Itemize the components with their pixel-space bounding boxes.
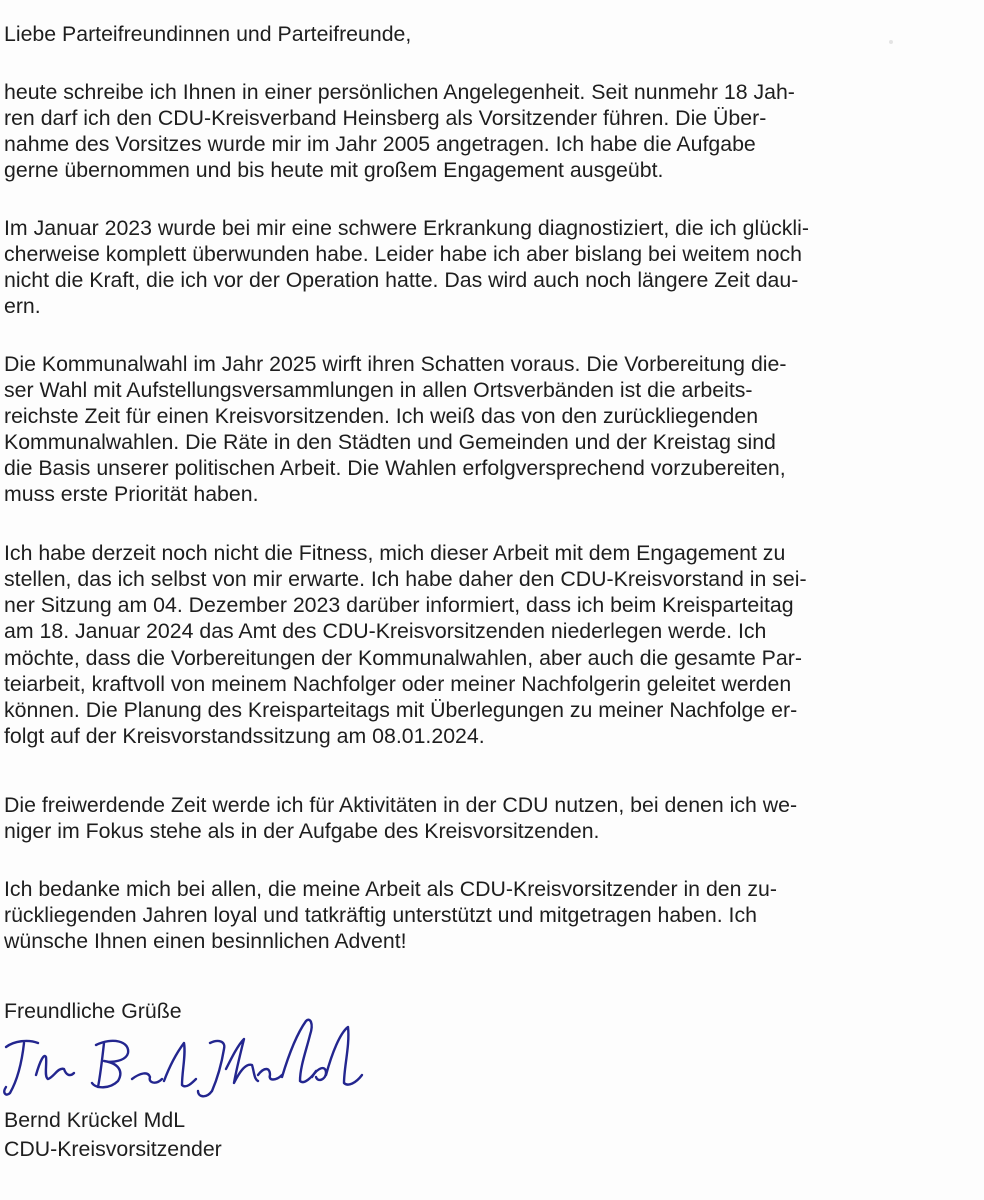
paragraph-4-line-1: Ich habe derzeit noch nicht die Fitness, mich dieser Arbeit mit dem Engagement zu: [4, 541, 786, 565]
paragraph-3-line-6: muss erste Priorität haben.: [4, 482, 259, 506]
paragraph-1-line-3: nahme des Vorsitzes wurde mir im Jahr 2005 angetragen. Ich habe die Aufgabe: [4, 132, 756, 156]
paragraph-4-line-3: ner Sitzung am 04. Dezember 2023 darüber informiert, dass ich beim Kreisparteitag: [4, 593, 794, 617]
closing: Freundliche Grüße: [4, 999, 182, 1023]
handwritten-signature: [0, 1005, 370, 1105]
paragraph-4-line-7: können. Die Planung des Kreisparteitags mit Überlegungen zu meiner Nachfolge er-: [4, 698, 798, 722]
paragraph-3-line-1: Die Kommunalwahl im Jahr 2025 wirft ihren Schatten voraus. Die Vorbereitung die-: [4, 352, 787, 376]
paragraph-3-line-5: die Basis unserer politischen Arbeit. Die Wahlen erfolgversprechend vorzubereiten,: [4, 456, 786, 480]
paragraph-1-line-4: gerne übernommen und bis heute mit großem Engagement ausgeübt.: [4, 158, 664, 182]
signer-name: Bernd Krückel MdL: [4, 1108, 186, 1132]
signer-title: CDU-Kreisvorsitzender: [4, 1137, 222, 1161]
paragraph-2-line-3: nicht die Kraft, die ich vor der Operation hatte. Das wird auch noch längere Zeit dau-: [4, 268, 799, 292]
paragraph-4-line-6: teiarbeit, kraftvoll von meinem Nachfolger oder meiner Nachfolgerin geleitet werden: [4, 672, 792, 696]
paragraph-1-line-1: heute schreibe ich Ihnen in einer persönlichen Angelegenheit. Seit nunmehr 18 Jah-: [4, 80, 795, 104]
paragraph-2-line-1: Im Januar 2023 wurde bei mir eine schwere Erkrankung diagnostiziert, die ich glückli-: [4, 216, 809, 240]
paper-speck: [889, 40, 893, 44]
paragraph-4-line-5: möchte, dass die Vorbereitungen der Kommunalwahlen, aber auch die gesamte Par-: [4, 646, 802, 670]
salutation: Liebe Parteifreundinnen und Parteifreunde,: [4, 22, 412, 46]
paragraph-1-line-2: ren darf ich den CDU-Kreisverband Heinsberg als Vorsitzender führen. Die Über-: [4, 106, 767, 130]
paragraph-6-line-1: Ich bedanke mich bei allen, die meine Arbeit als CDU-Kreisvorsitzender in den zu-: [4, 877, 777, 901]
paragraph-5-line-1: Die freiwerdende Zeit werde ich für Aktivitäten in der CDU nutzen, bei denen ich we-: [4, 793, 798, 817]
paragraph-3-line-4: Kommunalwahlen. Die Räte in den Städten und Gemeinden und der Kreistag sind: [4, 430, 776, 454]
paragraph-4-line-8: folgt auf der Kreisvorstandssitzung am 08.01.2024.: [4, 724, 485, 748]
paragraph-3-line-3: reichste Zeit für einen Kreisvorsitzenden. Ich weiß das von den zurückliegenden: [4, 404, 759, 428]
paragraph-2-line-2: cherweise komplett überwunden habe. Leider habe ich aber bislang bei weitem noch: [4, 242, 802, 266]
paragraph-4-line-2: stellen, das ich selbst von mir erwarte. Ich habe daher den CDU-Kreisvorstand in sei-: [4, 567, 807, 591]
paragraph-2-line-4: ern.: [4, 294, 41, 318]
paragraph-6-line-2: rückliegenden Jahren loyal und tatkräftig unterstützt und mitgetragen haben. Ich: [4, 903, 757, 927]
paragraph-5-line-2: niger im Fokus stehe als in der Aufgabe des Kreisvorsitzenden.: [4, 819, 600, 843]
paragraph-3-line-2: ser Wahl mit Aufstellungsversammlungen in allen Ortsverbänden ist die arbeits-: [4, 378, 753, 402]
paragraph-4-line-4: am 18. Januar 2024 das Amt des CDU-Kreisvorsitzenden niederlegen werde. Ich: [4, 619, 767, 643]
paragraph-6-line-3: wünsche Ihnen einen besinnlichen Advent!: [4, 929, 407, 953]
